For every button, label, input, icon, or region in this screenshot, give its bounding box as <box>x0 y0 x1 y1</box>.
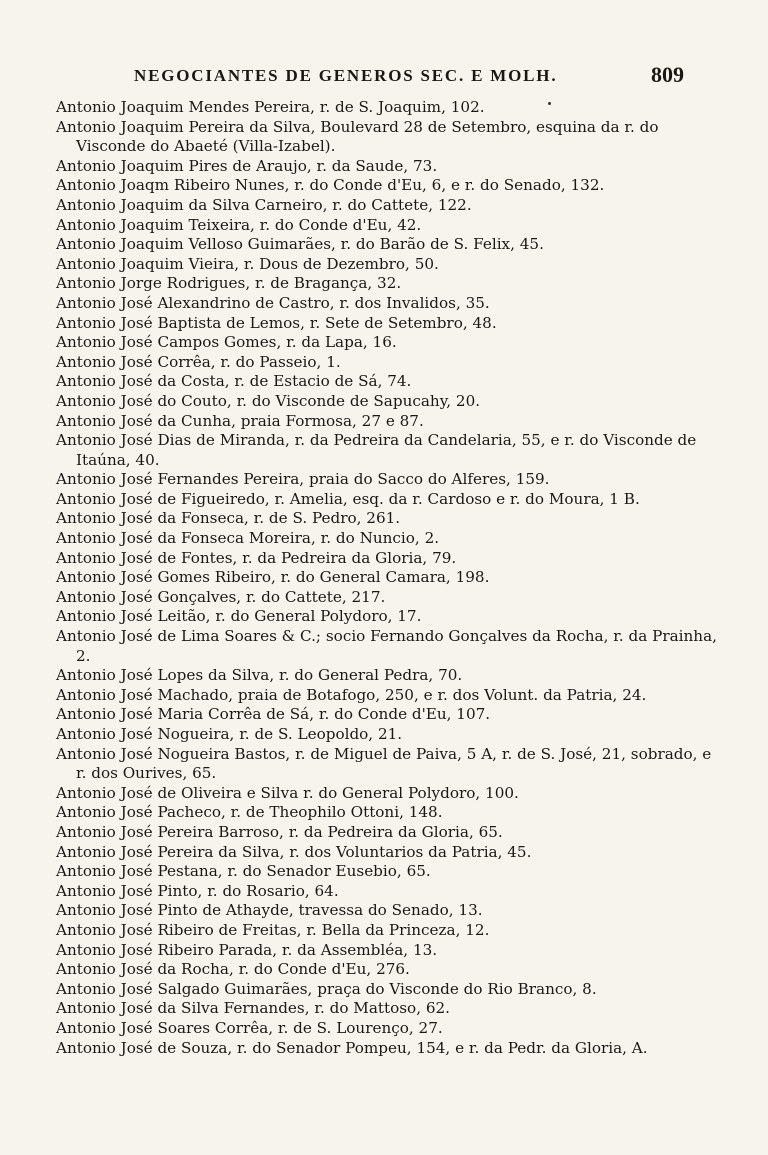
list-item: Antonio Joaquim Mendes Pereira, r. de S. Joaquim, 102. <box>56 98 485 116</box>
list-item: Antonio José Leitão, r. do General Polydoro, 17. <box>56 607 422 626</box>
list-item: Antonio Joaquim Pires de Araujo, r. da Saude, 73. <box>56 156 438 175</box>
list-item: Antonio José Pacheco, r. de Theophilo Ottoni, 148. <box>56 803 443 822</box>
list-item: Antonio José da Cunha, praia Formosa, 27 e 87. <box>56 411 424 430</box>
list-item: Antonio José Soares Corrêa, r. de S. Lourenço, 27. <box>56 1018 443 1037</box>
page-header <box>56 62 720 98</box>
list-item: Antonio José Pereira da Silva, r. dos Voluntarios da Patria, 45. <box>56 842 532 861</box>
page-number: 809 <box>651 62 684 87</box>
list-item: Antonio José Baptista de Lemos, r. Sete de Setembro, 48. <box>56 313 497 332</box>
list-item: Antonio José de Lima Soares & C.; socio Fernando Gonçalves da Rocha, r. da Prainha, 2. <box>56 627 717 665</box>
list-item: Antonio José de Fontes, r. da Pedreira da Gloria, 79. <box>56 548 457 567</box>
list-item: Antonio José Nogueira, r. de S. Leopoldo, 21. <box>56 725 403 743</box>
list-item: Antonio José Nogueira Bastos, r. de Miguel de Paiva, 5 A, r. de S. José, 21, sobrado, e r. dos Ourives, 65. <box>56 744 712 783</box>
list-item: Antonio José Ribeiro de Freitas, r. Bella da Princeza, 12. <box>56 920 490 939</box>
list-item: Antonio José Gomes Ribeiro, r. do General Camara, 198. <box>56 568 490 587</box>
print-speck <box>548 102 551 105</box>
list-item: Antonio José Machado, praia de Botafogo, 250, e r. dos Volunt. da Patria, 24. <box>56 685 647 704</box>
list-item: Antonio José Pinto, r. do Rosario, 64. <box>56 881 339 900</box>
list-item: Antonio José de Figueiredo, r. Amelia, esq. da r. Cardoso e r. do Moura, 1 B. <box>56 489 640 508</box>
list-item: Antonio José Campos Gomes, r. da Lapa, 16. <box>56 333 397 352</box>
list-item: Antonio José de Souza, r. do Senador Pompeu, 154, e r. da Pedr. da Gloria, A. <box>56 1038 648 1057</box>
list-item: Antonio José da Fonseca Moreira, r. do Nuncio, 2. <box>56 529 440 548</box>
list-item: Antonio Jorge Rodrigues, r. de Bragança, 32. <box>56 274 402 293</box>
list-item: Antonio Joaqm Ribeiro Nunes, r. do Conde d'Eu, 6, e r. do Senado, 132. <box>56 176 605 195</box>
list-item: Antonio José Pinto de Athayde, travessa do Senado, 13. <box>56 901 483 920</box>
list-item: Antonio José da Fonseca, r. de S. Pedro, 261. <box>56 509 401 528</box>
list-item: Antonio José de Oliveira e Silva r. do General Polydoro, 100. <box>56 783 519 802</box>
merchant-entries-list <box>56 98 720 1058</box>
list-item: Antonio Joaquim Velloso Guimarães, r. do Barão de S. Felix, 45. <box>56 235 544 254</box>
list-item: Antonio José Gonçalves, r. do Cattete, 217. <box>56 587 386 606</box>
list-item: Antonio José Lopes da Silva, r. do General Pedra, 70. <box>56 666 463 685</box>
list-item: Antonio Joaquim Teixeira, r. do Conde d'Eu, 42. <box>56 215 422 234</box>
list-item: Antonio José do Couto, r. do Visconde de Sapucahy, 20. <box>56 391 481 410</box>
list-item: Antonio José da Rocha, r. do Conde d'Eu, 276. <box>56 960 410 979</box>
list-item: Antonio Joaquim da Silva Carneiro, r. do Cattete, 122. <box>56 195 472 214</box>
list-item: Antonio José da Silva Fernandes, r. do Mattoso, 62. <box>56 999 451 1018</box>
running-header-title: NEGOCIANTES DE GENEROS SEC. E MOLH. <box>134 66 558 85</box>
list-item: Antonio José da Costa, r. de Estacio de Sá, 74. <box>56 372 412 391</box>
list-item: Antonio Joaquim Pereira da Silva, Boulevard 28 de Setembro, esquina da r. do Visconde do Abaeté (Villa-Izabel). <box>56 117 659 156</box>
list-item: Antonio José Corrêa, r. do Passeio, 1. <box>56 352 341 371</box>
list-item: Antonio José Pereira Barroso, r. da Pedreira da Gloria, 65. <box>56 822 503 841</box>
list-item: Antonio José Pestana, r. do Senador Eusebio, 65. <box>56 862 431 881</box>
list-item: Antonio José Alexandrino de Castro, r. dos Invalidos, 35. <box>56 293 490 312</box>
list-item: Antonio Joaquim Vieira, r. Dous de Dezembro, 50. <box>56 254 439 273</box>
list-item: Antonio José Fernandes Pereira, praia do Sacco do Alferes, 159. <box>56 470 550 489</box>
list-item: Antonio José Dias de Miranda, r. da Pedreira da Candelaria, 55, e r. do Visconde de Itaúna, 40. <box>56 431 697 469</box>
list-item: Antonio José Ribeiro Parada, r. da Assembléa, 13. <box>56 940 438 959</box>
list-item: Antonio José Salgado Guimarães, praça do Visconde do Rio Branco, 8. <box>56 979 597 998</box>
list-item: Antonio José Maria Corrêa de Sá, r. do Conde d'Eu, 107. <box>56 705 491 724</box>
